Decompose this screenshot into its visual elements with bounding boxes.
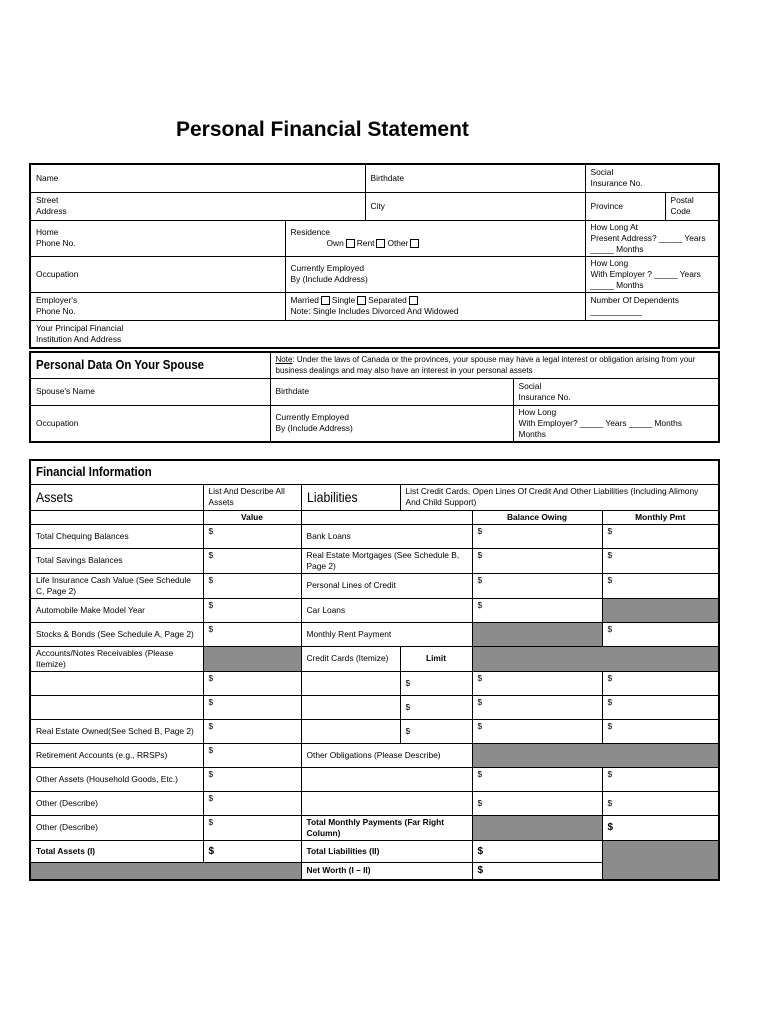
spouse-section-heading: Personal Data On Your Spouse bbox=[30, 352, 270, 378]
financial-institution-field[interactable]: Your Principal Financial Institution And Address bbox=[30, 320, 719, 348]
table-row: Other Assets (Household Goods, Etc.) $ $ $ bbox=[30, 767, 719, 791]
real-estate-value[interactable]: $ bbox=[203, 719, 301, 743]
table-row: Accounts/Notes Receivables (Please Itemize) Credit Cards (Itemize) Limit bbox=[30, 646, 719, 671]
street-address-field[interactable]: Street Address bbox=[30, 192, 365, 220]
other-obligation-pmt-1[interactable]: $ bbox=[602, 767, 719, 791]
limit-column-header: Limit bbox=[400, 646, 472, 671]
net-worth-value[interactable]: $ bbox=[472, 862, 602, 880]
credit-card-pmt-2[interactable]: $ bbox=[602, 695, 719, 719]
table-row: Automobile Make Model Year $ Car Loans $ bbox=[30, 598, 719, 622]
credit-card-balance-1[interactable]: $ bbox=[472, 671, 602, 695]
credit-card-balance-2[interactable]: $ bbox=[472, 695, 602, 719]
time-at-address-field[interactable]: How Long At Present Address? _____ Years _____ Months bbox=[585, 220, 719, 256]
other-checkbox[interactable] bbox=[410, 239, 419, 248]
lines-of-credit-balance[interactable]: $ bbox=[472, 573, 602, 598]
assets-heading: Assets bbox=[30, 484, 203, 510]
liabilities-description: List Credit Cards, Open Lines Of Credit And Other Liabilities (Including Alimony And Child Support) bbox=[400, 484, 719, 510]
savings-value[interactable]: $ bbox=[203, 548, 301, 573]
stocks-value[interactable]: $ bbox=[203, 622, 301, 646]
birthdate-field[interactable]: Birthdate bbox=[365, 164, 585, 192]
employer-phone-field[interactable]: Employer's Phone No. bbox=[30, 292, 285, 320]
credit-card-pmt-3[interactable]: $ bbox=[602, 719, 719, 743]
other-obligation-balance-1[interactable]: $ bbox=[472, 767, 602, 791]
table-row bbox=[30, 671, 719, 695]
financial-section-heading: Financial Information bbox=[30, 460, 719, 484]
retirement-value[interactable]: $ bbox=[203, 743, 301, 767]
table-row: Stocks & Bonds (See Schedule A, Page 2) $ Monthly Rent Payment $ bbox=[30, 622, 719, 646]
married-checkbox[interactable] bbox=[321, 296, 330, 305]
mortgages-balance[interactable]: $ bbox=[472, 548, 602, 573]
name-field[interactable]: Name bbox=[30, 164, 365, 192]
table-row bbox=[30, 695, 719, 719]
city-field[interactable]: City bbox=[365, 192, 585, 220]
other-obligation-pmt-2[interactable]: $ bbox=[602, 791, 719, 815]
residence-field: Residence Own Rent Other bbox=[285, 220, 585, 256]
employer-field[interactable]: Currently Employed By (Include Address) bbox=[285, 256, 585, 292]
automobile-value[interactable]: $ bbox=[203, 598, 301, 622]
other-obligation-balance-2[interactable]: $ bbox=[472, 791, 602, 815]
table-row: Net Worth (I – II) $ bbox=[30, 862, 719, 880]
page-title: Personal Financial Statement bbox=[176, 118, 469, 141]
receivable-value-2[interactable]: $ bbox=[203, 695, 301, 719]
mortgages-pmt[interactable]: $ bbox=[602, 548, 719, 573]
occupation-field[interactable]: Occupation bbox=[30, 256, 285, 292]
other-value-1[interactable]: $ bbox=[203, 791, 301, 815]
postal-code-field[interactable]: Postal Code bbox=[665, 192, 719, 220]
lines-of-credit-pmt[interactable]: $ bbox=[602, 573, 719, 598]
bank-loans-pmt[interactable]: $ bbox=[602, 524, 719, 548]
table-row: Life Insurance Cash Value (See Schedule C, Page 2) $ Personal Lines of Credit $ $ bbox=[30, 573, 719, 598]
liabilities-heading: Liabilities bbox=[301, 484, 400, 510]
province-field[interactable]: Province bbox=[585, 192, 665, 220]
credit-limit-3[interactable]: $ bbox=[400, 719, 472, 743]
chequing-value[interactable]: $ bbox=[203, 524, 301, 548]
total-monthly-pmt[interactable]: $ bbox=[602, 815, 719, 840]
credit-limit-1[interactable]: $ bbox=[400, 671, 472, 695]
other-assets-value[interactable]: $ bbox=[203, 767, 301, 791]
credit-card-pmt-1[interactable]: $ bbox=[602, 671, 719, 695]
dependents-field[interactable]: Number Of Dependents ___________ bbox=[585, 292, 719, 320]
table-row: Other (Describe) $ Total Monthly Payments (Far Right Column) $ bbox=[30, 815, 719, 840]
total-assets-value[interactable]: $ bbox=[203, 840, 301, 862]
balance-owing-column-header: Balance Owing bbox=[472, 510, 602, 524]
table-row: Total Chequing Balances $ Bank Loans $ $ bbox=[30, 524, 719, 548]
table-row: Total Assets (I) $ Total Liabilities (II) $ bbox=[30, 840, 719, 862]
spouse-birthdate-field[interactable]: Birthdate bbox=[270, 378, 513, 405]
financial-table bbox=[29, 459, 720, 881]
spouse-employer-field[interactable]: Currently Employed By (Include Address) bbox=[270, 405, 513, 442]
credit-card-balance-3[interactable]: $ bbox=[472, 719, 602, 743]
marital-status-field: Married Single Separated Note: Single Includes Divorced And Widowed bbox=[285, 292, 585, 320]
receivable-value-1[interactable]: $ bbox=[203, 671, 301, 695]
personal-info-table bbox=[29, 163, 720, 349]
table-row: Retirement Accounts (e.g., RRSPs) $ Other Obligations (Please Describe) bbox=[30, 743, 719, 767]
table-row: Total Savings Balances $ Real Estate Mortgages (See Schedule B, Page 2) $ $ bbox=[30, 548, 719, 573]
table-row: Other (Describe) $ $ $ bbox=[30, 791, 719, 815]
total-liabilities-value[interactable]: $ bbox=[472, 840, 602, 862]
spouse-table bbox=[29, 351, 720, 443]
rent-pmt[interactable]: $ bbox=[602, 622, 719, 646]
spouse-sin-field[interactable]: Social Insurance No. bbox=[513, 378, 719, 405]
monthly-pmt-column-header: Monthly Pmt bbox=[602, 510, 719, 524]
time-with-employer-field[interactable]: How Long With Employer ? _____ Years _____ Months bbox=[585, 256, 719, 292]
other-value-2[interactable]: $ bbox=[203, 815, 301, 840]
table-row: Real Estate Owned(See Sched B, Page 2) $ $ $ $ bbox=[30, 719, 719, 743]
spouse-legal-note: Note: Under the laws of Canada or the provinces, your spouse may have a legal interest or obligation arising from your business dealings and may also have an interest in your personal assets bbox=[270, 352, 719, 378]
separated-checkbox[interactable] bbox=[409, 296, 418, 305]
sin-field[interactable]: Social Insurance No. bbox=[585, 164, 719, 192]
rent-checkbox[interactable] bbox=[376, 239, 385, 248]
spouse-occupation-field[interactable]: Occupation bbox=[30, 405, 270, 442]
credit-limit-2[interactable]: $ bbox=[400, 695, 472, 719]
spouse-name-field[interactable]: Spouse's Name bbox=[30, 378, 270, 405]
home-phone-field[interactable]: Home Phone No. bbox=[30, 220, 285, 256]
assets-description: List And Describe All Assets bbox=[203, 484, 301, 510]
single-checkbox[interactable] bbox=[357, 296, 366, 305]
value-column-header: Value bbox=[203, 510, 301, 524]
life-insurance-value[interactable]: $ bbox=[203, 573, 301, 598]
own-checkbox[interactable] bbox=[346, 239, 355, 248]
car-loans-balance[interactable]: $ bbox=[472, 598, 602, 622]
bank-loans-balance[interactable]: $ bbox=[472, 524, 602, 548]
spouse-time-with-employer-field[interactable]: How Long With Employer? _____ Years _____ Months Months bbox=[513, 405, 719, 442]
